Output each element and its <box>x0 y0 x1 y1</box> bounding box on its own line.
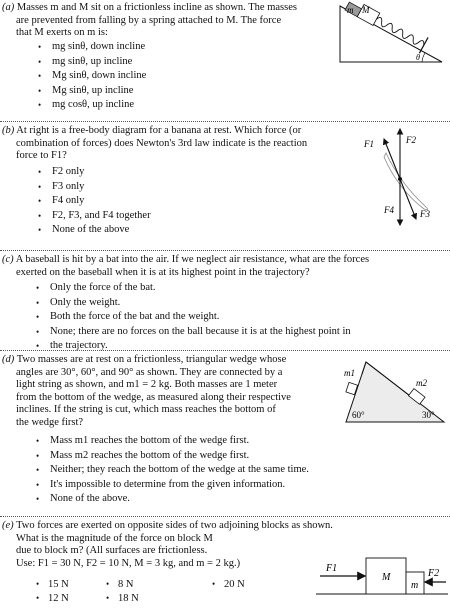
question-e-line-2: What is the magnitude of the force on block M <box>16 532 213 544</box>
question-e-line-4: Use: F1 = 30 N, F2 = 10 N, M = 3 kg, and m = 2 kg.) <box>16 557 241 569</box>
option-e-5[interactable]: • 18 N <box>106 593 139 604</box>
separator-1 <box>0 121 450 122</box>
label-theta: θ <box>416 53 420 62</box>
separator-4 <box>0 516 450 517</box>
question-d-label: (d) <box>2 354 15 365</box>
question-e <box>0 518 450 604</box>
question-c-options <box>36 281 351 354</box>
label-e-m: m <box>411 580 419 591</box>
question-d-line-6: the wedge first? <box>16 416 84 428</box>
option-b-3[interactable]: • F4 only <box>38 194 151 209</box>
question-d-line-1: Two masses are at rest on a frictionless, triangular wedge whose <box>16 354 287 365</box>
option-d-4[interactable]: • It's impossible to determine from the given information. <box>36 478 309 493</box>
question-b-line-3: force to F1? <box>16 150 67 161</box>
option-a-2[interactable]: • mg sinθ, up incline <box>38 55 146 70</box>
question-a-line-3: that M exerts on m is: <box>16 27 108 38</box>
option-d-1[interactable]: • Mass m1 reaches the bottom of the wedge first. <box>36 434 309 449</box>
spring <box>375 16 426 48</box>
label-e-f1: F1 <box>326 563 338 574</box>
option-e-2[interactable]: • 8 N <box>106 579 133 590</box>
label-m1: m1 <box>344 368 355 378</box>
option-c-1[interactable]: • Only the force of the bat. <box>36 281 351 296</box>
label-60: 60° <box>352 410 365 420</box>
question-b-line-1: At right is a free-body diagram for a banana at rest. Which force (or <box>16 125 302 136</box>
label-e-f2: F2 <box>428 568 440 579</box>
question-e-label: (e) <box>2 520 14 531</box>
blocks-figure <box>316 546 448 598</box>
question-c-label: (c) <box>2 254 14 265</box>
option-a-4[interactable]: • Mg sinθ, up incline <box>38 84 146 99</box>
option-b-5[interactable]: • None of the above <box>38 223 151 238</box>
option-a-3[interactable]: • Mg sinθ, down incline <box>38 69 146 84</box>
question-c-line-2: exerted on the baseball when it is at its highest point in the trajectory? <box>16 266 310 278</box>
option-c-4-cont: • the trajectory. <box>36 339 351 354</box>
question-a-line-2: are prevented from falling by a spring attached to M. The force <box>16 14 282 26</box>
label-M: M <box>362 5 370 15</box>
question-b-options <box>38 165 151 238</box>
question-d-line-3: light string as shown, and m1 = 2 kg. Both masses are 1 meter <box>16 379 278 390</box>
label-f2: F2 <box>406 135 416 145</box>
question-a-text <box>2 2 342 40</box>
banana-fbd-figure <box>358 125 448 233</box>
question-a-line-1: Masses m and M sit on a frictionless incline as shown. The masses <box>16 2 297 13</box>
option-b-2[interactable]: • F3 only <box>38 180 151 195</box>
option-e-1[interactable]: • 15 N <box>36 579 69 590</box>
question-b <box>0 123 450 243</box>
option-e-3[interactable]: • 20 N <box>212 579 245 590</box>
option-b-1[interactable]: • F2 only <box>38 165 151 180</box>
option-e-4[interactable]: • 12 N <box>36 593 69 604</box>
wedge-figure <box>340 352 446 428</box>
option-d-5[interactable]: • None of the above. <box>36 492 309 507</box>
question-d-text <box>2 354 348 429</box>
separator-2 <box>0 250 450 251</box>
question-a <box>0 0 450 120</box>
question-d-options <box>36 434 309 507</box>
label-m: m <box>347 5 354 15</box>
label-30: 30° <box>422 410 435 420</box>
question-d-line-4: from the bottom of the wedge, as measured along their respective <box>16 391 291 403</box>
option-a-5[interactable]: • mg cosθ, up incline <box>38 98 146 113</box>
banana-shape <box>384 153 428 210</box>
question-b-line-2: combination of forces) does Newton's 3rd law indicate is the reaction <box>16 137 308 149</box>
label-f4: F4 <box>384 205 394 215</box>
question-d-line-5: inclines. If the string is cut, which mass reaches the bottom of <box>16 404 276 415</box>
option-c-2[interactable]: • Only the weight. <box>36 296 351 311</box>
question-d <box>0 352 450 512</box>
option-c-4[interactable]: • None; there are no forces on the ball because it is at the highest point in <box>36 325 351 340</box>
question-a-options <box>38 40 146 113</box>
question-b-text <box>2 125 362 163</box>
label-e-M: M <box>382 572 391 583</box>
question-e-line-1: Two forces are exerted on opposite sides of two adjoining blocks as shown. <box>16 520 333 531</box>
question-b-label: (b) <box>2 125 15 136</box>
option-b-4[interactable]: • F2, F3, and F4 together <box>38 209 151 224</box>
question-a-label: (a) <box>2 2 15 13</box>
incline-figure <box>336 0 448 68</box>
question-d-line-2: angles are 30°, 60°, and 90° as shown. They are connected by a <box>16 366 283 378</box>
label-f3: F3 <box>420 209 430 219</box>
option-c-3[interactable]: • Both the force of the bat and the weight. <box>36 310 351 325</box>
option-d-2[interactable]: • Mass m2 reaches the bottom of the wedge first. <box>36 449 309 464</box>
question-e-options <box>36 579 286 609</box>
question-c-text <box>2 254 448 279</box>
label-f1: F1 <box>364 139 374 149</box>
separator-3 <box>0 350 450 351</box>
question-c <box>0 252 450 351</box>
option-d-3[interactable]: • Neither; they reach the bottom of the wedge at the same time. <box>36 463 309 478</box>
label-m2: m2 <box>416 378 427 388</box>
question-c-line-1: A baseball is hit by a bat into the air. If we neglect air resistance, what are the forces <box>15 254 370 265</box>
option-a-1[interactable]: • mg sinθ, down incline <box>38 40 146 55</box>
question-e-line-3: due to block m? (All surfaces are frictionless. <box>16 545 208 556</box>
